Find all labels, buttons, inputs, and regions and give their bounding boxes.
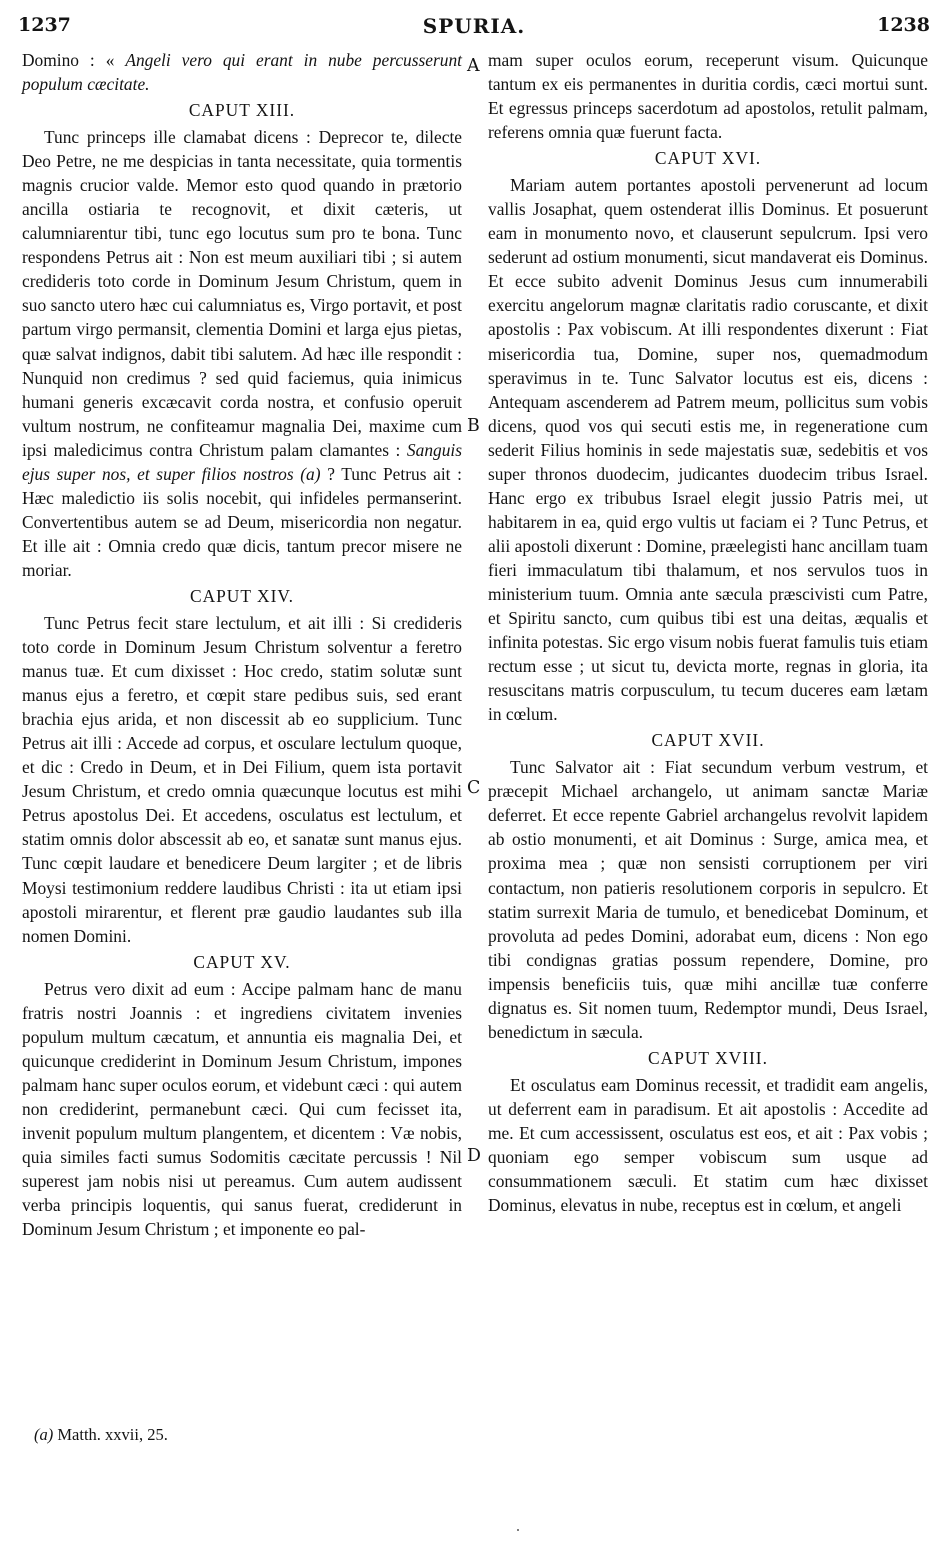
margin-letter: D [467, 1146, 481, 1166]
margin-letter: A [467, 56, 480, 76]
footnote-mark: (a) [34, 1425, 54, 1444]
running-title: SPURIA. [422, 14, 526, 38]
chapter-heading: CAPUT XVIII. [648, 1047, 768, 1068]
left-column [22, 48, 462, 1241]
chapter-heading: CAPUT XIII. [188, 100, 296, 121]
quotation-text: Angeli vero qui erant in nube percusserunt populum cæcitate. [22, 50, 463, 95]
running-header [18, 14, 930, 44]
paragraph: Tunc Petrus fecit stare lectulum, et ait illi : Si credideris toto corde in Dominum Jesum Christum solventur a feretro manus tuæ. Et cum dixisset : Hoc credo, statim solutæ sunt manus ejus a feretro, et cœpit stare pedibus suis, sed erant brachia ejus arida, et non discessit ab eo supplicium. Tunc Petrus ait illi : Accede ad corpus, et osculare lectulum quoque, et dic : Credo in Deum, et in Dei Filium, quem ista portavit Jesum Christum, et credo omnia quæcunque locutus est mihi Petrus apostolus Dei. Et accedens, osculatus est lectulum, et statim omnis dolor abscessit ab eo, et sanatæ sunt manus ejus. Tunc cœpit laudare et benedicere Deum largiter ; et de libris Moysi testimonium reddere laudibus Christi : ita ut etiam ipsi apostoli mirarentur, et flerent præ gaudio laudantes sub illa nomen Domini. [22, 612, 462, 946]
footnote [34, 1423, 168, 1447]
margin-letter: C [467, 778, 481, 798]
paragraph: Mariam autem portantes apostoli pervenerunt ad locum vallis Josaphat, quem ostenderat illis Dominus. Et posuerunt eam in monumento novo, et clauserunt sepulcrum. Ipsi vero sederunt ad ostium monumenti, sicut mandaverat eis Dominus. Et ecce subito advenit Dominus Jesus cum innumerabili exercitu angelorum magnæ claritatis radio coruscante, et dixit apostolis : Pax vobiscum. At illi respondentes dixerunt : Fiat misericordia tua, Domine, super nos, quemadmodum speravimus in te. Tunc Salvator locutus est eis, dicens : Antequam ascenderem ad Patrem meum, pollicitus sum vobis dicens, quod vos qui secuti estis me, in regeneratione cum sederit Filius hominis in sede majestatis suæ, sedebitis et vos super thronos duodecim, judicantes duodecim tribus Israel. Hanc ergo ex tribubus Israel elegit jussio Patris mei, ut habitarem in ea, quid ergo vultis ut faciam ei ? Tunc Petrus, et alii apostoli dixerunt : Domine, præelegisti hanc ancillam tuam fieri immaculatum tibi thalamum, et nos servulos tuos in ministerium tuum. Omnia ante sæcula præscivisti cum Patre, et Spiritu sancto, cum quibus tibi est una deitas, æqualis et infinita potestas. Sic ergo visum nobis fuerat famulis tuis etiam rectum esse ; ut sicut tu, devicta morte, regnas in gloria, ita resuscitans matris corpusculum, tu tecum duceres eam lætam in cœlum. [488, 175, 928, 725]
paragraph: Et osculatus eam Dominus recessit, et tradidit eam angelis, ut deferrent eam in paradisum. Et ait apostolis : Accedite ad me. Et cum accessissent, osculatus est eos, et ait : Pax vobis ; quoniam ego semper vobiscum sum usque ad consummationem sæculi. Et statim cum hæc dixisset Dominus, elevatus in nube, receptus est in cœlum, et angeli [488, 1074, 928, 1216]
page-speck [517, 1529, 519, 1531]
paragraph-text: Domino : « [22, 50, 126, 70]
chapter-heading: CAPUT XVI. [654, 148, 762, 169]
paragraph-text: Tunc princeps ille clamabat dicens : Deprecor te, dilecte Deo Petre, ne me despicias in tanta necessitate, quia tormentis magnis crucior valde. Memor esto quod quando in prætorio ancilla ostiaria te recognovit, et dixit cæteris, ut calumniarentur tibi, tunc ego locutus sum pro te bona. Tunc respondens Petrus ait : Non est meum auxiliari tibi ; si autem credideris toto corde in Dominum Jesum Christum, quem in suo sancto utero hæc cui calumniatus es, Virgo portavit, et post partum virgo permansit, clementia Domini et larga ejus pietas, quæ salvat indignos, dabit tibi salutem. Ad hæc ille respondit : Nunquid non credimus ? sed quid faciemus, quia inimicus humani generis excæcavit corda nostra, et confusio operuit vultum nostrum, ne confiteamur magnalia Dei, maxime cum ipsi maledicimus contra Christum palam clamantes : [22, 127, 462, 460]
paragraph: Tunc Salvator ait : Fiat secundum verbum vestrum, et præcepit Michael archangelo, ut animam sanctæ Mariæ deferret. Et ecce repente Gabriel archangelus revolvit lapidem ab ostio monumenti, et ait Dominus : Surge, amica mea, et proxima mea ; quæ non sensisti corruptionem per viri contactum, non patieris resolutionem corporis in sepulcro. Et statim surrexit Maria de tumulo, et benedicebat Dominum, et provoluta ad pedes Domini, adorabat eum, dicens : Non ego tibi condignas gratias possum rependere, Domine, pro impensis beneficiis tuis, quæ mihi ancillæ tuæ conferre dignatus es. Sit nomen tuum, Redemptor mundi, Deus Israel, benedictum in sæcula. [488, 757, 928, 1042]
footnote-text: Matth. xxvii, 25. [53, 1425, 168, 1444]
page-number-left: 1237 [18, 14, 71, 36]
chapter-heading: CAPUT XIV. [189, 585, 295, 606]
chapter-heading: CAPUT XVII. [651, 730, 765, 751]
paragraph: mam super oculos eorum, receperunt visum. Quicunque tantum ex eis permanentes in duritia cordis, cæci mortui sunt. Et egressus princeps sacerdotum ad apostolos, retulit palmam, referens omnia quæ fuerunt facta. [488, 50, 928, 143]
right-column [488, 48, 928, 1217]
quotation-text: Sanguis ejus super nos, et super filios nostros (a) [22, 439, 462, 484]
paragraph-text: ? Tunc Petrus ait : Hæc maledictio iis solis nocebit, qui infideles permanserint. Convertentibus autem se ad Deum, misericordia non negatur. Et ille ait : Omnia credo quæ dicis, tantum precor misere ne moriar. [22, 463, 462, 580]
page-number-right: 1238 [877, 14, 930, 36]
margin-letter: B [467, 416, 480, 436]
paragraph [22, 125, 462, 582]
paragraph: Petrus vero dixit ad eum : Accipe palmam hanc de manu fratris nostri Joannis : et ingrediens civitatem invenies populum multum cæcatum, et annuntia eis magnalia Dei, et quicunque crediderint in Dominum Jesum Christum, impones palmam hanc super oculos eorum, et videbunt cæci : qui autem non crediderint, permanebunt cæci. Qui cum fecisset ita, invenit populum multum plangentem, et dicentem : Væ nobis, quia similes facti sumus Sodomitis cæcitate percussis ! Nil superest jam nobis nisi ut pereamus. Cum autem audissent verba principis loquentis, qui sanus fuerat, crediderunt in Dominum Jesum Christum ; et imponente eo pal- [22, 978, 462, 1240]
paragraph [22, 48, 462, 96]
chapter-heading: CAPUT XV. [193, 951, 291, 972]
